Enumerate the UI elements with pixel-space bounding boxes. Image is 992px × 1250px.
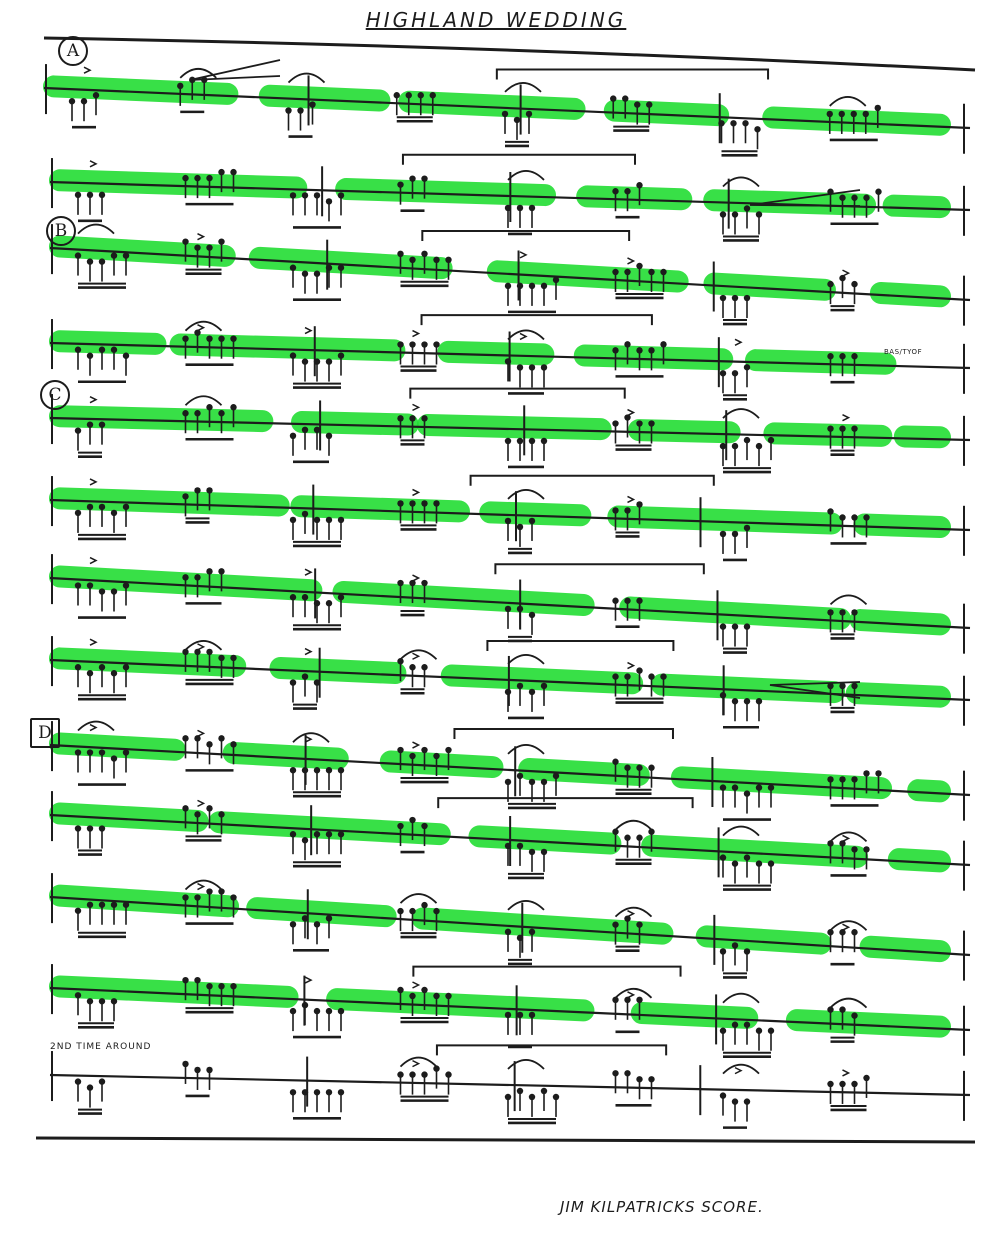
accent-mark — [198, 644, 204, 650]
slur — [616, 989, 652, 998]
accent-mark — [520, 252, 526, 258]
rehearsal-mark-c: C — [40, 380, 70, 410]
highlight-stroke — [60, 986, 288, 996]
phrase-bracket — [422, 231, 629, 241]
highlight-stroke — [60, 896, 228, 907]
accent-mark — [628, 911, 634, 917]
footer-rule — [36, 1138, 975, 1142]
phrase-bracket — [438, 798, 692, 808]
accent-mark — [413, 489, 419, 495]
accent-mark — [628, 992, 634, 998]
accent-mark — [198, 234, 204, 240]
slur — [289, 74, 325, 83]
slur — [508, 490, 544, 499]
accent-mark — [413, 653, 419, 659]
accent-mark — [198, 884, 204, 890]
accent-mark — [735, 339, 741, 345]
accent-mark — [843, 924, 849, 930]
accent-mark — [843, 415, 849, 421]
accent-mark — [90, 558, 96, 564]
accent-mark — [520, 333, 526, 339]
staff-line — [44, 88, 970, 128]
phrase-bracket — [403, 155, 635, 165]
slur — [401, 650, 437, 659]
slur — [831, 832, 867, 841]
phrase-bracket — [413, 967, 680, 977]
slur — [293, 733, 329, 742]
accent-mark — [90, 397, 96, 403]
slur — [616, 908, 652, 917]
slur — [508, 745, 544, 754]
slur — [831, 921, 867, 930]
rehearsal-mark-d: D — [30, 718, 60, 748]
slur — [723, 1065, 759, 1074]
accent-mark — [90, 725, 96, 731]
accent-mark — [628, 663, 634, 669]
accent-mark — [305, 977, 311, 983]
phrase-bracket — [487, 641, 673, 651]
phrase-bracket — [422, 315, 652, 325]
phrase-bracket — [497, 70, 768, 80]
accent-mark — [843, 270, 849, 276]
slur — [186, 641, 222, 650]
phrase-bracket — [437, 1045, 666, 1055]
accent-mark — [735, 1068, 741, 1074]
phrase-bracket — [471, 476, 714, 486]
accent-mark — [413, 982, 419, 988]
slur — [723, 827, 759, 836]
highlight-stroke — [652, 846, 857, 857]
accent-mark — [198, 800, 204, 806]
slur — [830, 97, 866, 106]
accent-mark — [628, 410, 634, 416]
accent-mark — [843, 1070, 849, 1076]
accent-mark — [84, 67, 90, 73]
slur — [186, 396, 222, 405]
accent-mark — [413, 331, 419, 337]
accent-mark — [628, 258, 634, 264]
slur — [401, 894, 437, 903]
slur — [78, 722, 114, 731]
slur — [505, 83, 541, 92]
accent-mark — [413, 1061, 419, 1067]
slur — [186, 881, 222, 890]
highlight-stroke — [905, 436, 940, 437]
header-rule — [44, 38, 975, 70]
highlight-stroke — [918, 790, 940, 791]
accent-mark — [305, 649, 311, 655]
slur — [723, 409, 759, 418]
accent-mark — [413, 742, 419, 748]
staff-line — [50, 897, 970, 955]
accent-mark — [90, 639, 96, 645]
rehearsal-mark-a: A — [58, 36, 88, 66]
highlight-stroke — [344, 592, 584, 605]
score-attribution: JIM KILPATRICKS SCORE. — [560, 1198, 764, 1216]
slur — [831, 999, 867, 1008]
slur — [508, 901, 544, 910]
slur — [616, 821, 652, 830]
slur — [508, 655, 544, 664]
slur — [508, 330, 544, 339]
slur — [180, 69, 216, 78]
phrase-bracket — [495, 564, 703, 574]
highlight-stroke — [630, 608, 840, 619]
side-annotation: BAS/TYOF — [884, 348, 923, 356]
slur — [186, 322, 222, 331]
accent-mark — [413, 404, 419, 410]
accent-mark — [198, 325, 204, 331]
rehearsal-mark-b: B — [46, 216, 76, 246]
accent-mark — [843, 835, 849, 841]
slur — [401, 1058, 437, 1067]
accent-mark — [413, 575, 419, 581]
slur — [723, 994, 759, 1003]
slur — [508, 171, 544, 180]
slur — [831, 595, 867, 604]
accent-mark — [198, 730, 204, 736]
accent-mark — [90, 161, 96, 167]
phrase-bracket — [454, 729, 673, 739]
slur — [508, 1060, 544, 1069]
highlight-stroke — [337, 999, 583, 1010]
accent-mark — [628, 496, 634, 502]
accent-mark — [90, 479, 96, 485]
accent-mark — [305, 328, 311, 334]
accent-mark — [305, 569, 311, 575]
slur — [78, 225, 114, 234]
second-time-annotation: 2ND TIME AROUND — [50, 1042, 152, 1052]
page-title: HIGHLAND WEDDING — [365, 8, 627, 32]
